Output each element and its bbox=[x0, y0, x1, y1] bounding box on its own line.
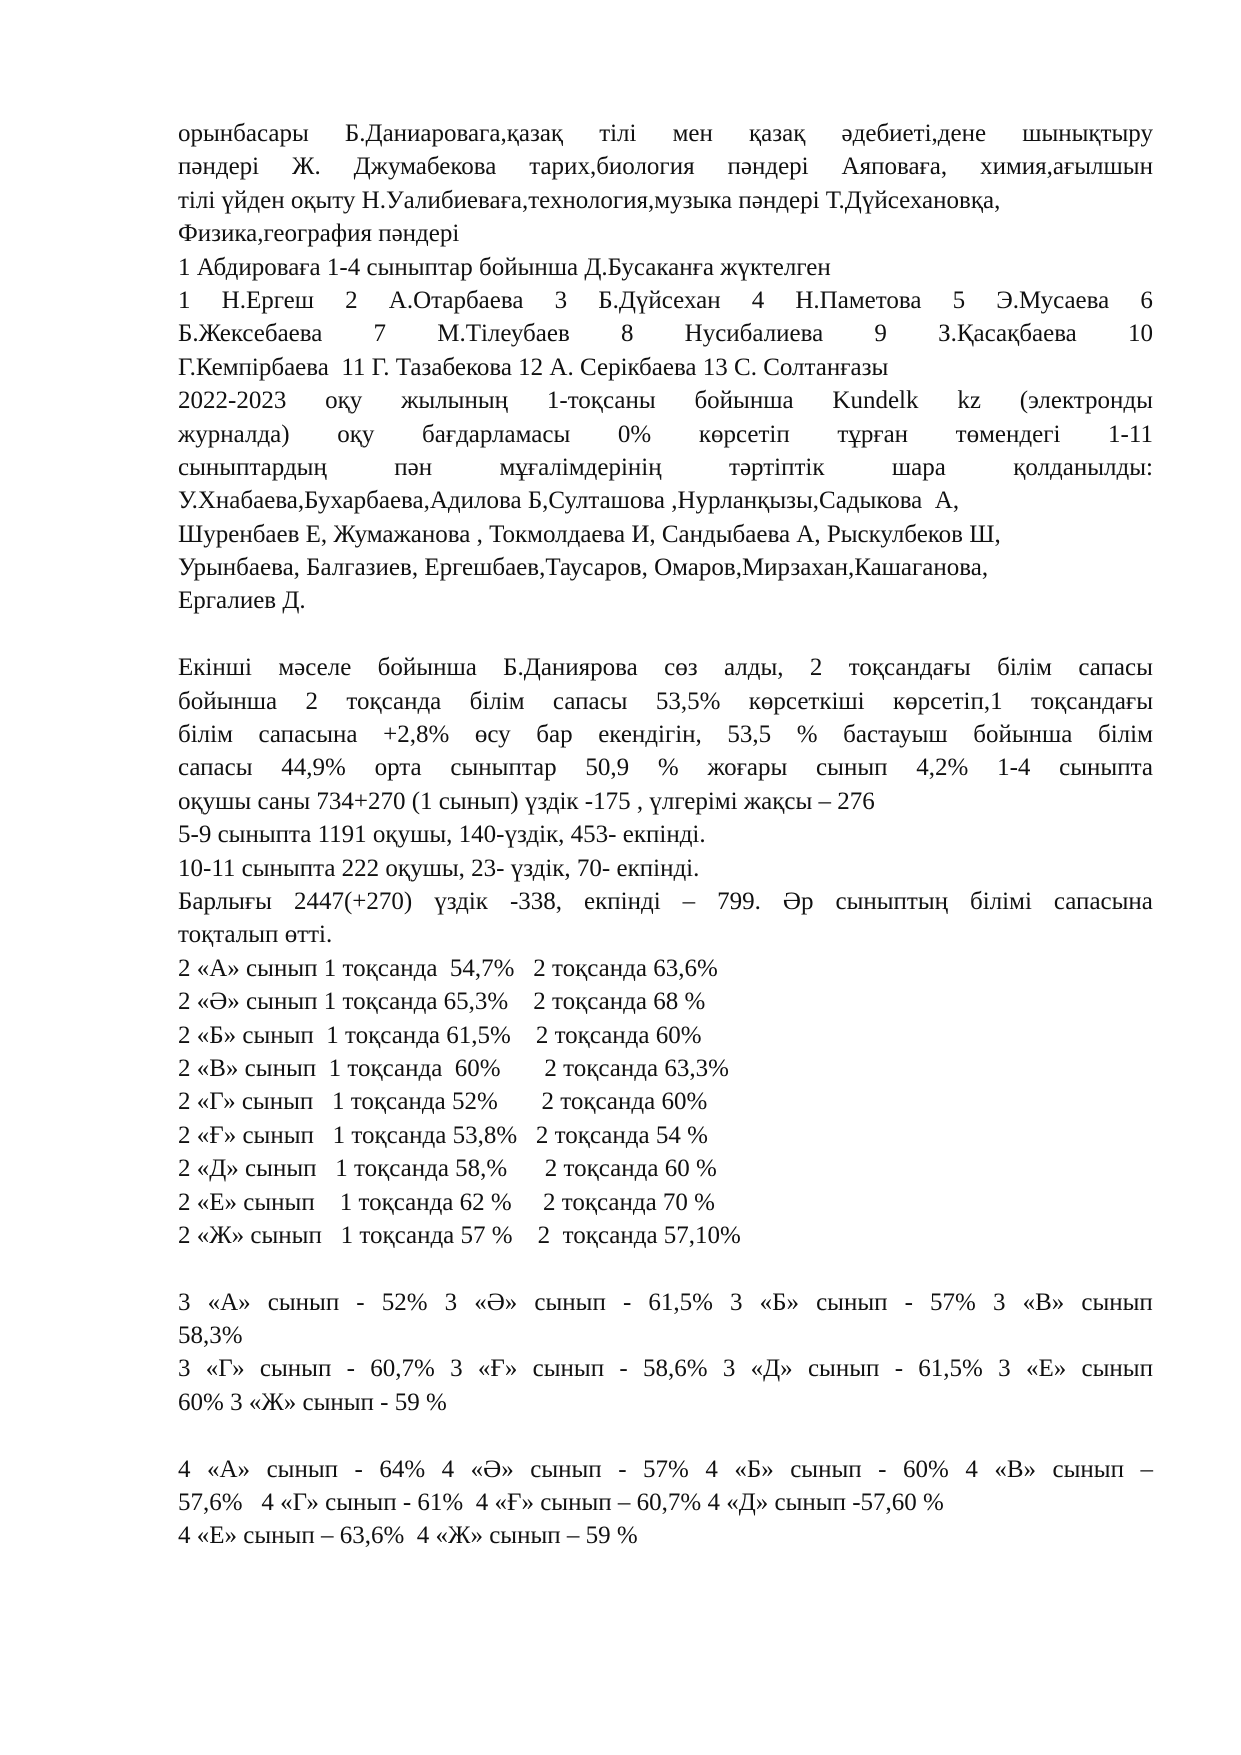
word: сапасы bbox=[1078, 654, 1153, 682]
word: әдебиеті,дене bbox=[841, 120, 987, 147]
word: жылының bbox=[401, 387, 509, 415]
word: - bbox=[356, 1288, 365, 1316]
word: 52% bbox=[381, 1288, 428, 1316]
word: 53,5% bbox=[655, 687, 721, 715]
word: тілі bbox=[599, 120, 637, 147]
word: 3 bbox=[450, 1355, 463, 1383]
paragraph-grade4-results bbox=[178, 1453, 1153, 1553]
text-line: 2 «Ж» сынып 1 тоқсанда 57 % 2 тоқсанда 57,10% bbox=[178, 1221, 741, 1249]
word: сынып bbox=[266, 1455, 339, 1483]
word: сыныптар bbox=[450, 754, 557, 782]
text-line-justified bbox=[178, 317, 1153, 350]
word: «В» bbox=[1022, 1288, 1065, 1316]
text-line: тілі үйден оқыту Н.Уалибиеваға,технология,музыка пәндері Т.Дүйсехановқа, bbox=[178, 186, 1001, 214]
word: % bbox=[657, 754, 679, 782]
word: 4,2% bbox=[916, 754, 969, 782]
word: 60% bbox=[902, 1455, 949, 1483]
word: сынып bbox=[816, 754, 888, 782]
word: мен bbox=[672, 120, 713, 147]
word: сынып bbox=[1081, 1288, 1153, 1316]
word: - bbox=[622, 1288, 632, 1316]
word: тәртіптік bbox=[729, 453, 825, 481]
word: - bbox=[878, 1455, 887, 1483]
paragraph-quality-report bbox=[178, 651, 1153, 1252]
word: сапасы bbox=[552, 687, 628, 715]
word: бағдарламасы bbox=[422, 420, 571, 448]
word: – bbox=[682, 887, 696, 915]
word: сынып bbox=[267, 1288, 340, 1316]
word: тоқсандағы bbox=[848, 654, 971, 682]
word: 57% bbox=[643, 1455, 689, 1483]
text-line-justified bbox=[178, 1453, 1153, 1486]
text-line: 2 «Д» сынып 1 тоқсанда 58,% 2 тоқсанда 60 % bbox=[178, 1155, 717, 1183]
word: - bbox=[618, 1455, 627, 1483]
word: үздік bbox=[434, 887, 488, 915]
word: журналда) bbox=[178, 420, 290, 448]
word: пән bbox=[394, 453, 433, 481]
word: сынып bbox=[1081, 1355, 1153, 1383]
text-line: У.Хнабаева,Бухарбаева,Адилова Б,Султашова ,Нурланқызы,Садыкова А, bbox=[178, 487, 960, 515]
word: «В» bbox=[994, 1455, 1036, 1483]
word: 2 bbox=[305, 687, 318, 715]
text-line: 2 «Е» сынып 1 тоқсанда 62 % 2 тоқсанда 70 % bbox=[178, 1188, 715, 1216]
word: сөз bbox=[664, 654, 698, 682]
word: білім bbox=[178, 721, 233, 749]
text-line: 4 «Е» сынып – 63,6% 4 «Ж» сынып – 59 % bbox=[178, 1522, 638, 1550]
text-line-justified bbox=[178, 1286, 1153, 1319]
text-line-justified bbox=[178, 384, 1153, 417]
word: М.Тілеубаев bbox=[437, 320, 570, 348]
word: А.Отарбаева bbox=[388, 286, 524, 314]
word: 57% bbox=[930, 1288, 976, 1316]
word: Аяповаға, bbox=[841, 153, 948, 181]
text-line-justified bbox=[178, 718, 1153, 751]
word: екпінді bbox=[584, 887, 661, 915]
text-line: Шуренбаев Е, Жумажанова , Токмолдаева И, Сандыбаева А, Рыскулбеков Ш, bbox=[178, 520, 1001, 548]
word: «А» bbox=[207, 1288, 251, 1316]
word: +2,8% bbox=[383, 721, 450, 749]
word: - bbox=[894, 1355, 904, 1383]
word: қолданылды: bbox=[1013, 453, 1153, 481]
word: Екінші bbox=[178, 654, 252, 682]
word: 1-тоқсаны bbox=[546, 387, 656, 415]
text-line: 10-11 сыныпта 222 оқушы, 23- үздік, 70- екпінді. bbox=[178, 854, 700, 882]
word: білім bbox=[997, 654, 1053, 682]
word: «А» bbox=[207, 1455, 251, 1483]
word: 3 bbox=[730, 1288, 743, 1316]
word: орта bbox=[374, 754, 422, 782]
word: - bbox=[904, 1288, 913, 1316]
text-line: Урынбаева, Балгазиев, Ергешбаев,Таусаров, Омаров,Мирзахан,Кашаганова, bbox=[178, 554, 989, 582]
text-line: оқушы саны 734+270 (1 сынып) үздік -175 , үлгерімі жақсы – 276 bbox=[178, 787, 875, 815]
word: сынып bbox=[532, 1355, 605, 1383]
word: сынып bbox=[816, 1288, 888, 1316]
word: бастауыш bbox=[843, 721, 948, 749]
word: 1-4 bbox=[997, 754, 1031, 782]
text-line: 2 «Ғ» сынып 1 тоқсанда 53,8% 2 тоқсанда 54 % bbox=[178, 1121, 708, 1149]
text-line: тоқталып өтті. bbox=[178, 921, 333, 949]
word: Барлығы bbox=[178, 887, 272, 915]
word: бойынша bbox=[694, 387, 794, 415]
word: 1-11 bbox=[1108, 420, 1153, 448]
paragraph-grade3-results bbox=[178, 1286, 1153, 1420]
word: Б.Дүйсехан bbox=[598, 286, 721, 314]
word: З.Қасақбаева bbox=[938, 320, 1077, 348]
text-line-justified bbox=[178, 418, 1153, 451]
word: орынбасары bbox=[178, 120, 309, 147]
text-line: 2 «Г» сынып 1 тоқсанда 52% 2 тоқсанда 60% bbox=[178, 1088, 708, 1116]
word: қазақ bbox=[749, 120, 806, 147]
text-line: 2 «Ә» сынып 1 тоқсанда 65,3% 2 тоқсанда 68 % bbox=[178, 988, 706, 1016]
text-line-justified bbox=[178, 284, 1153, 317]
word: «Д» bbox=[750, 1355, 793, 1383]
paragraph-gap bbox=[178, 618, 1153, 651]
text-line-justified bbox=[178, 651, 1153, 684]
word: 2022-2023 bbox=[178, 387, 287, 415]
text-line: 60% 3 «Ж» сынып - 59 % bbox=[178, 1388, 447, 1416]
word: Н.Ергеш bbox=[221, 286, 314, 314]
text-line: 57,6% 4 «Г» сынып - 61% 4 «Ғ» сынып – 60,7% 4 «Д» сынып -57,60 % bbox=[178, 1489, 944, 1517]
word: білім bbox=[469, 687, 525, 715]
word: оқу bbox=[325, 387, 363, 415]
word: (электронды bbox=[1019, 387, 1153, 415]
word: көрсетіп bbox=[698, 420, 790, 448]
word: Әр bbox=[782, 887, 814, 915]
word: 4 bbox=[705, 1455, 718, 1483]
paragraph-gap bbox=[178, 1419, 1153, 1452]
word: 61,5% bbox=[918, 1355, 983, 1383]
word: 1 bbox=[178, 286, 191, 314]
word: сыныпта bbox=[1059, 754, 1153, 782]
word: «Е» bbox=[1025, 1355, 1067, 1383]
word: жоғары bbox=[707, 754, 788, 782]
word: сынып bbox=[790, 1455, 862, 1483]
word: 4 bbox=[441, 1455, 455, 1483]
word: өсу bbox=[474, 721, 511, 749]
word: сынып bbox=[1052, 1455, 1124, 1483]
word: 3 bbox=[992, 1288, 1006, 1316]
word: пәндері bbox=[178, 153, 260, 181]
word: төмендегі bbox=[955, 420, 1061, 448]
word: сынып bbox=[259, 1355, 332, 1383]
text-line: Физика,география пәндері bbox=[178, 220, 460, 248]
word: 10 bbox=[1127, 320, 1153, 348]
word: сынып bbox=[807, 1355, 880, 1383]
text-line-justified bbox=[178, 685, 1153, 718]
word: Б.Даниаровага,қазақ bbox=[344, 120, 564, 147]
word: Джумабекова bbox=[353, 153, 497, 181]
word: 3 bbox=[178, 1288, 191, 1316]
word: -338, bbox=[509, 887, 563, 915]
word: химия,ағылшын bbox=[980, 153, 1153, 181]
word: 4 bbox=[751, 286, 765, 314]
word: сынып bbox=[534, 1288, 606, 1316]
word: мұғалімдерінің bbox=[499, 453, 662, 481]
word: «Б» bbox=[734, 1455, 774, 1483]
word: Б.Даниярова bbox=[503, 654, 638, 682]
word: «Ә» bbox=[470, 1455, 514, 1483]
word: «Ғ» bbox=[477, 1355, 518, 1383]
word: бойынша bbox=[377, 654, 477, 682]
word: 5 bbox=[952, 286, 966, 314]
word: 4 bbox=[965, 1455, 978, 1483]
word: сыныптың bbox=[835, 887, 949, 915]
word: сапасына bbox=[1053, 887, 1153, 915]
word: Ж. bbox=[292, 153, 321, 181]
word: kz bbox=[957, 387, 981, 415]
text-line: 2 «Б» сынып 1 тоқсанда 61,5% 2 тоқсанда 60% bbox=[178, 1021, 702, 1049]
word: - bbox=[619, 1355, 628, 1383]
text-line: 2 «А» сынып 1 тоқсанда 54,7% 2 тоқсанда 63,6% bbox=[178, 954, 718, 982]
word: 3 bbox=[444, 1288, 458, 1316]
word: 6 bbox=[1140, 286, 1153, 314]
word: сынып bbox=[530, 1455, 602, 1483]
text-line: 5-9 сыныпта 1191 оқушы, 140-үздік, 453- екпінді. bbox=[178, 821, 706, 849]
word: 44,9% bbox=[281, 754, 346, 782]
text-line: Ергалиев Д. bbox=[178, 587, 306, 615]
word: тарих,биология bbox=[529, 153, 695, 181]
word: тоқсандағы bbox=[1031, 687, 1153, 715]
word: көрсетіп,1 bbox=[892, 687, 1003, 715]
word: 3 bbox=[554, 286, 568, 314]
word: сапасына bbox=[258, 721, 358, 749]
word: 9 bbox=[874, 320, 887, 348]
word: 7 bbox=[373, 320, 387, 348]
word: сапасы bbox=[178, 754, 253, 782]
word: 8 bbox=[620, 320, 634, 348]
word: көрсеткіші bbox=[748, 687, 865, 715]
word: тұрған bbox=[837, 420, 909, 448]
paragraph-gap bbox=[178, 1252, 1153, 1285]
word: шынықтыру bbox=[1022, 120, 1153, 147]
word: 2 bbox=[809, 654, 823, 682]
word: бар bbox=[536, 721, 573, 749]
word: 4 bbox=[178, 1455, 191, 1483]
text-line-justified bbox=[178, 885, 1153, 918]
word: білімі bbox=[970, 887, 1032, 915]
word: «Ә» bbox=[474, 1288, 518, 1316]
word: алды, bbox=[723, 654, 784, 682]
word: 64% bbox=[379, 1455, 426, 1483]
text-line-justified bbox=[178, 150, 1153, 183]
word: - bbox=[346, 1355, 355, 1383]
word: Б.Жексебаева bbox=[178, 320, 323, 348]
word: тоқсанда bbox=[346, 687, 442, 715]
text-line: Г.Кемпірбаева 11 Г. Тазабекова 12 А. Серікбаева 13 С. Солтанғазы bbox=[178, 353, 889, 381]
word: Э.Мусаева bbox=[996, 286, 1110, 314]
word: 50,9 bbox=[585, 754, 630, 782]
word: % bbox=[796, 721, 818, 749]
word: екендігін, bbox=[598, 721, 702, 749]
word: оқу bbox=[337, 420, 375, 448]
word: 3 bbox=[998, 1355, 1011, 1383]
word: 799. bbox=[717, 887, 761, 915]
word: бойынша bbox=[178, 687, 278, 715]
word: 2447(+270) bbox=[293, 887, 413, 915]
text-line: 2 «В» сынып 1 тоқсанда 60% 2 тоқсанда 63,3% bbox=[178, 1054, 729, 1082]
word: 61,5% bbox=[648, 1288, 713, 1316]
text-line-justified bbox=[178, 117, 1153, 150]
text-line-justified bbox=[178, 451, 1153, 484]
word: бойынша bbox=[973, 721, 1073, 749]
word: 3 bbox=[722, 1355, 736, 1383]
word: білім bbox=[1098, 721, 1153, 749]
word: Нусибалиева bbox=[684, 320, 824, 348]
word: Н.Паметова bbox=[795, 286, 922, 314]
text-line: 58,3% bbox=[178, 1322, 243, 1350]
word: 53,5 bbox=[727, 721, 772, 749]
word: сыныптардың bbox=[178, 453, 327, 481]
word: – bbox=[1140, 1455, 1153, 1483]
word: 3 bbox=[178, 1355, 191, 1383]
paragraph-assignments bbox=[178, 117, 1153, 618]
word: «Г» bbox=[205, 1355, 245, 1383]
word: шара bbox=[891, 453, 946, 481]
word: - bbox=[354, 1455, 363, 1483]
document-body bbox=[178, 117, 1153, 1553]
word: «Б» bbox=[759, 1288, 799, 1316]
word: 58,6% bbox=[642, 1355, 708, 1383]
text-line: 1 Абдироваға 1-4 сыныптар бойынша Д.Бусаканға жүктелген bbox=[178, 253, 831, 281]
text-line-justified bbox=[178, 751, 1153, 784]
word: мәселе bbox=[278, 654, 352, 682]
word: Kundelk bbox=[832, 387, 919, 415]
word: 60,7% bbox=[370, 1355, 435, 1383]
word: 0% bbox=[617, 420, 652, 448]
word: пәндері bbox=[727, 153, 809, 181]
text-line-justified bbox=[178, 1352, 1153, 1385]
word: 2 bbox=[345, 286, 358, 314]
